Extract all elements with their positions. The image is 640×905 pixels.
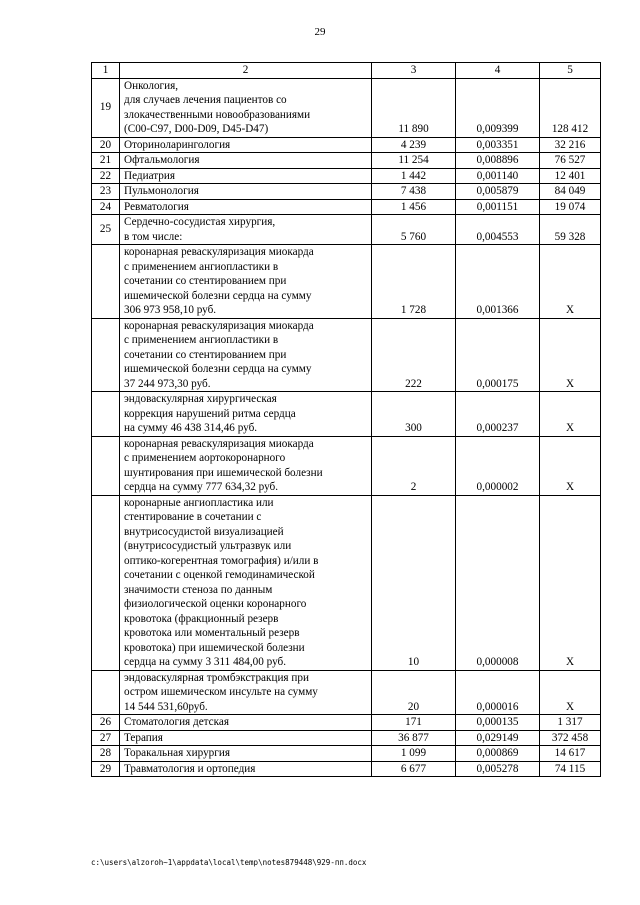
description-line: кровотока или моментальный резерв xyxy=(124,627,300,639)
description-cell xyxy=(120,245,372,319)
value-cell-c4: 0,005879 xyxy=(456,184,540,200)
description-line: Офтальмология xyxy=(124,154,200,166)
description-line: оптико-когерентная томография) и/или в xyxy=(124,554,319,567)
value-cell-c3: 36 877 xyxy=(372,730,456,746)
value-cell-c4: 0,000135 xyxy=(456,715,540,731)
description-cell xyxy=(120,670,372,715)
description-line: Ревматология xyxy=(124,200,189,213)
description-line: эндоваскулярная хирургическая xyxy=(124,393,277,405)
table-row xyxy=(92,168,601,184)
value-cell-c3: 1 442 xyxy=(372,168,456,184)
data-table xyxy=(91,62,601,777)
description-cell xyxy=(120,318,372,392)
table-row xyxy=(92,153,601,169)
row-number-cell: 28 xyxy=(92,746,120,762)
description-line: значимости стеноза по данным xyxy=(124,583,273,596)
value-cell-c5: 76 527 xyxy=(540,153,601,169)
value-cell-c5: Х xyxy=(540,245,601,319)
value-cell-c3: 1 728 xyxy=(372,245,456,319)
table-row xyxy=(92,215,601,245)
value-cell-c4: 0,001140 xyxy=(456,168,540,184)
description-line: 14 544 531,60руб. xyxy=(124,700,208,713)
description-line: физиологической оценки коронарного xyxy=(124,598,307,610)
table-header-row xyxy=(92,63,601,79)
description-line: Пульмонология xyxy=(124,185,199,197)
description-line: злокачественными новообразованиями xyxy=(124,108,311,121)
table-row xyxy=(92,761,601,777)
description-line: коронарные ангиопластика или xyxy=(124,496,274,509)
description-line: эндоваскулярная тромбэкстракция при xyxy=(124,671,309,684)
table-row xyxy=(92,184,601,200)
table-row xyxy=(92,392,601,437)
value-cell-c3: 11 254 xyxy=(372,153,456,169)
value-cell-c5: 12 401 xyxy=(540,168,601,184)
value-cell-c3: 6 677 xyxy=(372,761,456,777)
description-cell xyxy=(120,78,372,137)
value-cell-c4: 0,005278 xyxy=(456,761,540,777)
row-number-cell: 22 xyxy=(92,168,120,184)
table-row xyxy=(92,715,601,731)
value-cell-c4: 0,000237 xyxy=(456,392,540,437)
row-number-cell xyxy=(92,670,120,715)
description-line: с применением аортокоронарного xyxy=(124,452,286,464)
description-cell xyxy=(120,137,372,153)
description-cell xyxy=(120,168,372,184)
header-cell: 5 xyxy=(540,63,601,79)
value-cell-c4: 0,000016 xyxy=(456,670,540,715)
description-cell xyxy=(120,184,372,200)
row-number-cell xyxy=(92,245,120,319)
value-cell-c3: 5 760 xyxy=(372,215,456,245)
table-body xyxy=(92,78,601,777)
description-cell xyxy=(120,761,372,777)
description-line: (внутрисосудистый ультразвук или xyxy=(124,540,292,552)
value-cell-c5: 372 458 xyxy=(540,730,601,746)
table-row xyxy=(92,78,601,137)
description-line: внутрисосудистой визуализацией xyxy=(124,525,284,538)
value-cell-c3: 11 890 xyxy=(372,78,456,137)
row-number-cell xyxy=(92,392,120,437)
row-number-cell: 19 xyxy=(92,78,120,137)
table-row xyxy=(92,318,601,392)
description-line: остром ишемическом инсульте на сумму xyxy=(124,686,318,698)
row-number-cell: 26 xyxy=(92,715,120,731)
value-cell-c3: 4 239 xyxy=(372,137,456,153)
description-line: Оториноларингология xyxy=(124,138,231,151)
description-line: с применением ангиопластики в xyxy=(124,334,279,346)
header-cell: 1 xyxy=(92,63,120,79)
row-number-cell xyxy=(92,495,120,670)
value-cell-c4: 0,004553 xyxy=(456,215,540,245)
header-cell: 2 xyxy=(120,63,372,79)
table-row xyxy=(92,199,601,215)
row-number-cell: 27 xyxy=(92,730,120,746)
file-path-footer: c:\users\alzoroh~1\appdata\local\temp\notes879448\929-пп.docx xyxy=(91,858,367,867)
value-cell-c3: 171 xyxy=(372,715,456,731)
table-row xyxy=(92,495,601,670)
header-cell: 3 xyxy=(372,63,456,79)
row-number-cell: 20 xyxy=(92,137,120,153)
description-line: сердца на сумму 777 634,32 руб. xyxy=(124,481,279,493)
description-line: на сумму 46 438 314,46 руб. xyxy=(124,422,258,434)
row-number-cell xyxy=(92,436,120,495)
value-cell-c3: 1 099 xyxy=(372,746,456,762)
value-cell-c5: 128 412 xyxy=(540,78,601,137)
description-line: с применением ангиопластики в xyxy=(124,260,279,273)
description-line: Сердечно-сосудистая хирургия, xyxy=(124,216,276,228)
value-cell-c5: 1 317 xyxy=(540,715,601,731)
value-cell-c4: 0,001366 xyxy=(456,245,540,319)
value-cell-c5: 59 328 xyxy=(540,215,601,245)
description-line: для случаев лечения пациентов со xyxy=(124,94,287,106)
description-line: кровотока) при ишемической болезни xyxy=(124,641,305,654)
table-row xyxy=(92,137,601,153)
value-cell-c4: 0,003351 xyxy=(456,137,540,153)
value-cell-c4: 0,000175 xyxy=(456,318,540,392)
description-line: ишемической болезни сердца на сумму xyxy=(124,363,312,375)
description-cell xyxy=(120,730,372,746)
description-line: сердца на сумму 3 311 484,00 руб. xyxy=(124,656,287,668)
value-cell-c3: 2 xyxy=(372,436,456,495)
table-row xyxy=(92,670,601,715)
description-cell xyxy=(120,199,372,215)
value-cell-c3: 10 xyxy=(372,495,456,670)
value-cell-c4: 0,008896 xyxy=(456,153,540,169)
description-cell xyxy=(120,495,372,670)
description-line: коронарная реваскуляризация миокарда xyxy=(124,437,314,450)
description-line: Травматология и ортопедия xyxy=(124,762,256,775)
description-cell xyxy=(120,392,372,437)
row-number-cell: 21 xyxy=(92,153,120,169)
value-cell-c3: 300 xyxy=(372,392,456,437)
value-cell-c5: 74 115 xyxy=(540,761,601,777)
value-cell-c5: 32 216 xyxy=(540,137,601,153)
value-cell-c4: 0,000002 xyxy=(456,436,540,495)
value-cell-c5: Х xyxy=(540,318,601,392)
description-line: коррекция нарушений ритма сердца xyxy=(124,407,296,420)
row-number-cell: 25 xyxy=(92,215,120,245)
value-cell-c4: 0,000008 xyxy=(456,495,540,670)
value-cell-c5: Х xyxy=(540,436,601,495)
description-line: 306 973 958,10 руб. xyxy=(124,304,217,316)
value-cell-c5: 84 049 xyxy=(540,184,601,200)
description-line: коронарная реваскуляризация миокарда xyxy=(124,246,314,258)
row-number-cell: 23 xyxy=(92,184,120,200)
description-line: сочетании со стентированием при xyxy=(124,275,287,287)
table-row xyxy=(92,746,601,762)
row-number-cell xyxy=(92,318,120,392)
description-line: Торакальная хирургия xyxy=(124,747,230,759)
page-number: 29 xyxy=(314,26,326,38)
table-row xyxy=(92,436,601,495)
value-cell-c3: 1 456 xyxy=(372,199,456,215)
description-line: сочетании со стентированием при xyxy=(124,348,287,361)
description-cell xyxy=(120,436,372,495)
description-line: стентирование в сочетании с xyxy=(124,511,262,523)
value-cell-c3: 20 xyxy=(372,670,456,715)
value-cell-c3: 222 xyxy=(372,318,456,392)
description-line: ишемической болезни сердца на сумму xyxy=(124,289,312,302)
description-cell xyxy=(120,215,372,245)
table-row xyxy=(92,730,601,746)
value-cell-c5: 14 617 xyxy=(540,746,601,762)
row-number-cell: 29 xyxy=(92,761,120,777)
value-cell-c5: Х xyxy=(540,392,601,437)
value-cell-c5: Х xyxy=(540,495,601,670)
value-cell-c4: 0,009399 xyxy=(456,78,540,137)
value-cell-c4: 0,001151 xyxy=(456,199,540,215)
description-line: Педиатрия xyxy=(124,169,176,182)
row-number-cell: 24 xyxy=(92,199,120,215)
description-line: (C00-C97, D00-D09, D45-D47) xyxy=(124,123,269,135)
header-cell: 4 xyxy=(456,63,540,79)
value-cell-c5: Х xyxy=(540,670,601,715)
description-cell xyxy=(120,746,372,762)
value-cell-c4: 0,029149 xyxy=(456,730,540,746)
description-line: Стоматология детская xyxy=(124,716,230,728)
description-line: кровотока (фракционный резерв xyxy=(124,612,279,625)
description-line: Терапия xyxy=(124,731,163,744)
description-cell xyxy=(120,153,372,169)
table-row xyxy=(92,245,601,319)
description-line: Онкология, xyxy=(124,79,179,92)
description-line: коронарная реваскуляризация миокарда xyxy=(124,319,314,332)
value-cell-c3: 7 438 xyxy=(372,184,456,200)
value-cell-c4: 0,000869 xyxy=(456,746,540,762)
value-cell-c5: 19 074 xyxy=(540,199,601,215)
description-line: сочетании с оценкой гемодинамической xyxy=(124,569,315,581)
description-line: в том числе: xyxy=(124,230,183,243)
description-cell xyxy=(120,715,372,731)
description-line: 37 244 973,30 руб. xyxy=(124,377,211,390)
description-line: шунтирования при ишемической болезни xyxy=(124,466,323,479)
